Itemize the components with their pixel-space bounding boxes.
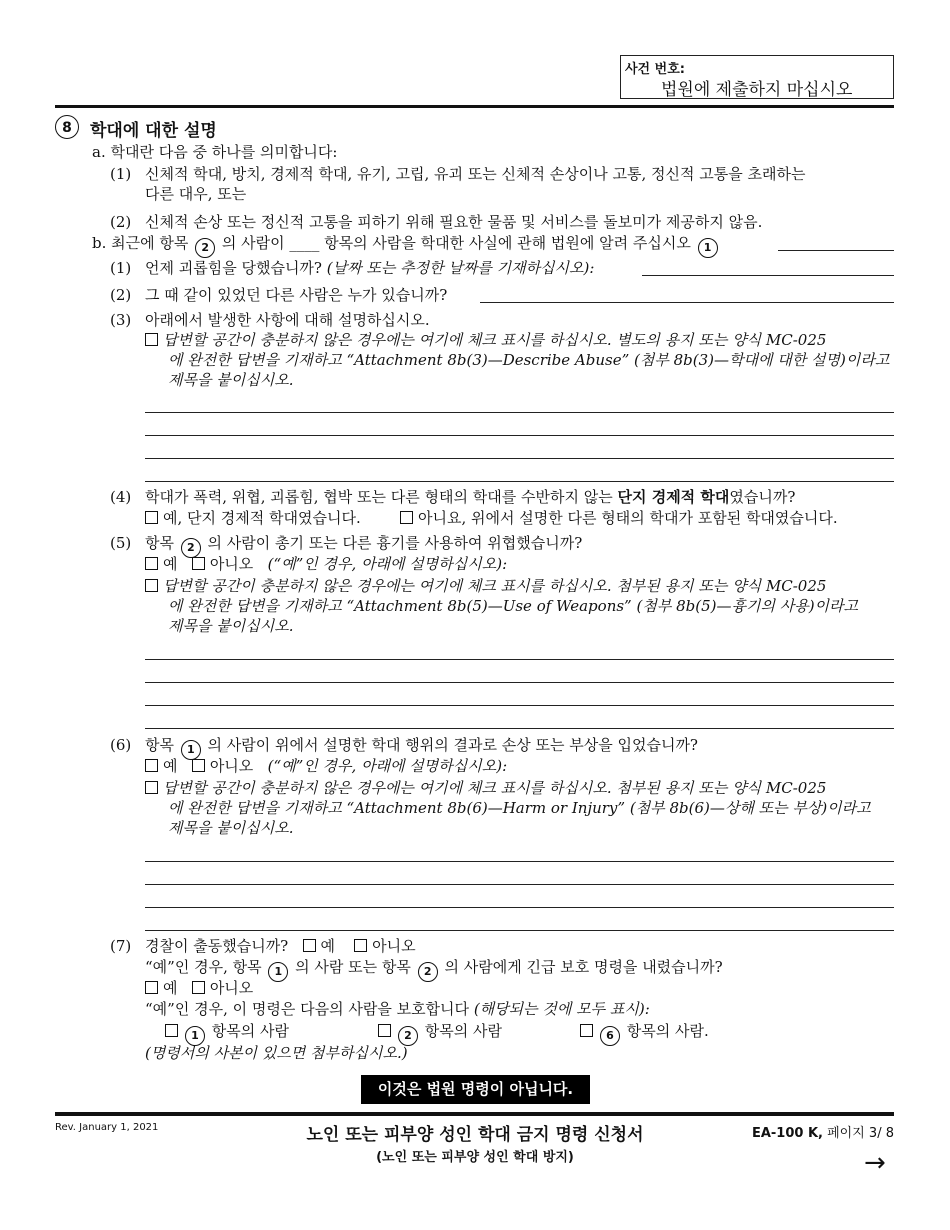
circled-2-icon: 2 [181, 538, 201, 558]
q3-attachment-text: 제목을 붙이십시오. [168, 371, 294, 389]
top-divider [55, 105, 894, 108]
not-court-order-banner: 이것은 법원 명령이 아닙니다. [361, 1075, 590, 1104]
answer-line[interactable] [145, 458, 894, 459]
form-title: 노인 또는 피부양 성인 학대 금지 명령 신청서 [306, 1125, 644, 1145]
answer-line[interactable] [145, 659, 894, 660]
item-number: (6) [110, 736, 132, 754]
q5-label: 항목 2 의 사람이 총기 또는 다른 흉기를 사용하여 위협했습니까? [145, 533, 582, 558]
date-input-line[interactable] [642, 275, 894, 276]
q5-attachment-text: 제목을 붙이십시오. [168, 617, 294, 635]
q6-attachment-checkbox-row: 답변할 공간이 충분하지 않은 경우에는 여기에 체크 표시를 하십시오. 첨부된 용지 또는 양식 MC-025 [145, 778, 826, 798]
answer-line[interactable] [145, 682, 894, 683]
answer-line[interactable] [145, 412, 894, 413]
q4-label: 학대가 폭력, 위협, 괴롭힘, 협박 또는 다른 형태의 학대를 수반하지 않는 단지 경제적 학대였습니까? [145, 488, 796, 506]
yes-checkbox[interactable] [145, 557, 158, 570]
abuser-blank-line[interactable] [778, 250, 894, 251]
q7-order-yes-no-row: 예 아니오 [145, 978, 253, 998]
checkbox[interactable] [400, 511, 413, 524]
answer-line[interactable] [145, 481, 894, 482]
item-number: (1) [110, 165, 132, 183]
case-number-label: 사건 번호: [625, 62, 685, 77]
yes-checkbox[interactable] [145, 759, 158, 772]
q5-attachment-checkbox-row: 답변할 공간이 충분하지 않은 경우에는 여기에 체크 표시를 하십시오. 첨부된 용지 또는 양식 MC-025 [145, 576, 826, 596]
circled-1-icon: 1 [185, 1026, 205, 1046]
form-subtitle: (노인 또는 피부양 성인 학대 방지) [376, 1150, 574, 1165]
q6-yes-no-row: 예 아니오 (“예”인 경우, 아래에 설명하십시오): [145, 756, 507, 776]
q3-label: 아래에서 발생한 사항에 대해 설명하십시오. [145, 311, 430, 329]
q7-label: 경찰이 출동했습니까? 예 아니오 [145, 937, 416, 955]
item-number: (1) [110, 259, 132, 277]
q6-attachment-text: 제목을 붙이십시오. [168, 819, 294, 837]
next-page-arrow-icon[interactable]: → [864, 1148, 886, 1178]
item-number: (5) [110, 534, 132, 552]
answer-line[interactable] [145, 930, 894, 931]
revision-date: Rev. January 1, 2021 [55, 1122, 159, 1133]
protected-person-1-option[interactable]: 1 항목의 사람 [165, 1021, 289, 1046]
definition-intro: a. 학대란 다음 중 하나를 의미합니다: [92, 143, 338, 161]
no-checkbox[interactable] [192, 981, 205, 994]
answer-line[interactable] [145, 907, 894, 908]
answer-line[interactable] [145, 705, 894, 706]
circled-1-icon: 1 [268, 962, 288, 982]
q5-yes-no-row: 예 아니오 (“예”인 경우, 아래에 설명하십시오): [145, 554, 507, 574]
q7-order-question: “예”인 경우, 항목 1 의 사람 또는 항목 2 의 사람에게 긴급 보호 명령을 내렸습니까? [145, 957, 723, 982]
answer-line[interactable] [145, 884, 894, 885]
item-number: (3) [110, 311, 132, 329]
definition-item-1: 신체적 학대, 방치, 경제적 학대, 유기, 고립, 유괴 또는 신체적 손상이나 고통, 정신적 고통을 초래하는 [145, 165, 806, 183]
q6-attachment-text: 에 완전한 답변을 기재하고 “Attachment 8b(6)—Harm or Injury” (첨부 8b(6)—상해 또는 부상)이라고 [168, 799, 871, 817]
definition-item-2: 신체적 손상 또는 정신적 고통을 피하기 위해 필요한 물품 및 서비스를 돌보미가 제공하지 않음. [145, 213, 763, 231]
b-intro: b. 최근에 항목 2 의 사람이 ____ 항목의 사람을 학대한 사실에 관해 법원에 알려 주십시오 1 [92, 233, 720, 258]
do-not-file-note: 법원에 제출하지 마십시오 [661, 80, 853, 100]
q5-attachment-text: 에 완전한 답변을 기재하고 “Attachment 8b(5)—Use of Weapons” (첨부 8b(5)—흉기의 사용)이라고 [168, 597, 859, 615]
circled-6-icon: 6 [600, 1026, 620, 1046]
checkbox[interactable] [165, 1024, 178, 1037]
form-id-page: EA-100 K, 페이지 3/ 8 [751, 1126, 894, 1141]
case-number-box [620, 55, 894, 99]
witness-input-line[interactable] [480, 302, 894, 303]
protected-person-6-option[interactable]: 6 항목의 사람. [580, 1021, 709, 1046]
answer-line[interactable] [145, 861, 894, 862]
circled-1-icon: 1 [181, 740, 201, 760]
circled-1-icon: 1 [698, 238, 718, 258]
attachment-checkbox[interactable] [145, 781, 158, 794]
item-number: (2) [110, 286, 132, 304]
q4-no-option[interactable]: 아니요, 위에서 설명한 다른 형태의 학대가 포함된 학대였습니다. [400, 508, 838, 528]
circled-2-icon: 2 [195, 238, 215, 258]
checkbox[interactable] [145, 511, 158, 524]
answer-line[interactable] [145, 728, 894, 729]
q1-label: 언제 괴롭힘을 당했습니까? (날짜 또는 추정한 날짜를 기재하십시오): [145, 259, 595, 277]
item-number: (4) [110, 488, 132, 506]
q7-protects-label: “예”인 경우, 이 명령은 다음의 사람을 보호합니다 (해당되는 것에 모두 표시): [145, 1000, 650, 1018]
attachment-checkbox[interactable] [145, 333, 158, 346]
q3-attachment-checkbox-row: 답변할 공간이 충분하지 않은 경우에는 여기에 체크 표시를 하십시오. 별도의 용지 또는 양식 MC-025 [145, 330, 826, 350]
attachment-checkbox[interactable] [145, 579, 158, 592]
no-checkbox[interactable] [192, 557, 205, 570]
circled-2-icon: 2 [398, 1026, 418, 1046]
item-number: (7) [110, 937, 132, 955]
bottom-divider [55, 1112, 894, 1116]
definition-item-1-cont: 다른 대우, 또는 [145, 185, 247, 203]
yes-checkbox[interactable] [303, 939, 316, 952]
q3-attachment-text: 에 완전한 답변을 기재하고 “Attachment 8b(3)—Describe Abuse” (첨부 8b(3)—학대에 대한 설명)이라고 [168, 351, 890, 369]
circled-2-icon: 2 [418, 962, 438, 982]
q7-copy-note: (명령서의 사본이 있으면 첨부하십시오.) [145, 1044, 408, 1062]
section-number-badge: 8 [55, 115, 79, 139]
q2-label: 그 때 같이 있었던 다른 사람은 누가 있습니까? [145, 286, 448, 304]
checkbox[interactable] [580, 1024, 593, 1037]
answer-line[interactable] [145, 435, 894, 436]
no-checkbox[interactable] [192, 759, 205, 772]
item-number: (2) [110, 213, 132, 231]
protected-person-2-option[interactable]: 2 항목의 사람 [378, 1021, 502, 1046]
q6-label: 항목 1 의 사람이 위에서 설명한 학대 행위의 결과로 손상 또는 부상을 입었습니까? [145, 735, 698, 760]
no-checkbox[interactable] [354, 939, 367, 952]
yes-checkbox[interactable] [145, 981, 158, 994]
q4-yes-option[interactable]: 예, 단지 경제적 학대였습니다. [145, 508, 361, 528]
checkbox[interactable] [378, 1024, 391, 1037]
section-title: 학대에 대한 설명 [90, 121, 217, 141]
